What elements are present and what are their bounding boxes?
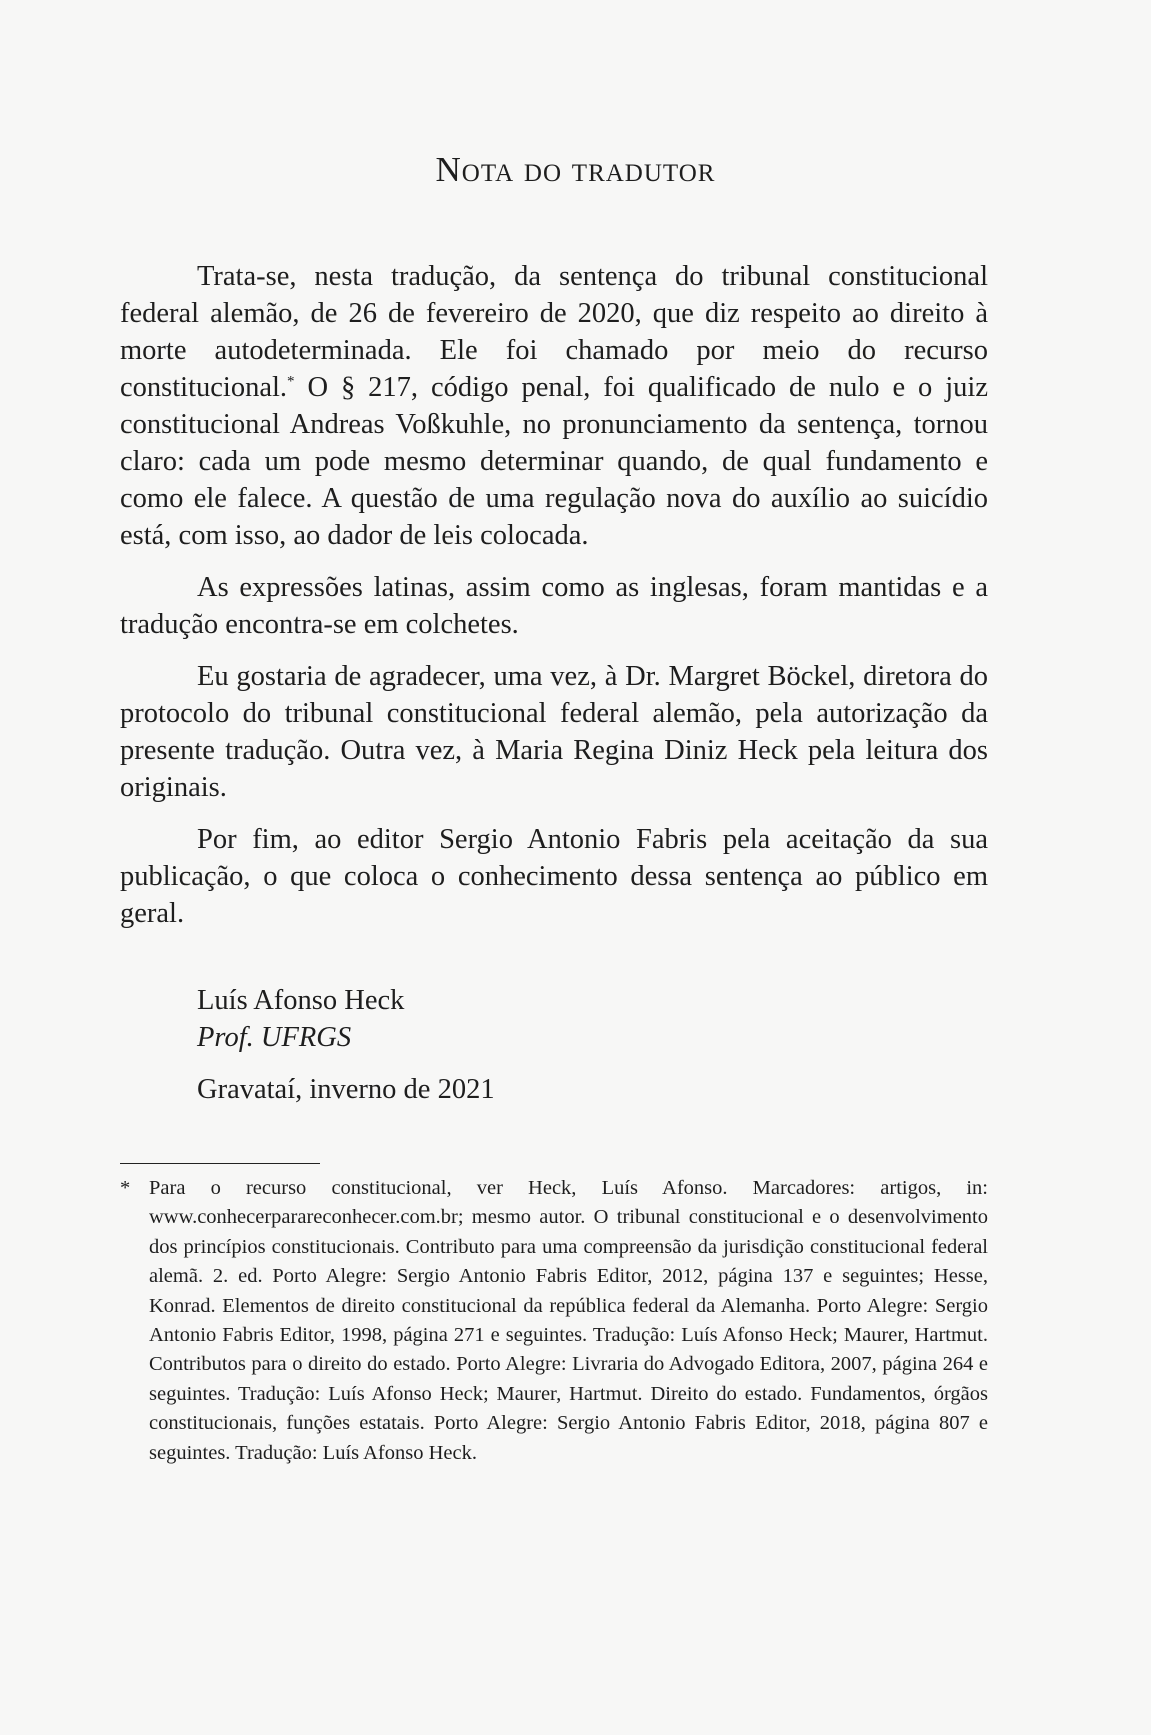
footnote: [120, 1174, 988, 1468]
footnote-text: Para o recurso constitucional, ver Heck, Luís Afonso. Marcadores: artigos, in: www.conhecerparareconhecer.com.br; mesmo autor. O tribunal constitucional e o desenvolvimento dos princípios constitucionais. Contributo para uma compreensão da jurisdição constitucional federal alemã. 2. ed. Porto Alegre: Sergio Antonio Fabris Editor, 2012, página 137 e seguintes; Hesse, Konrad. Elementos de direito constitucional da república federal da Alemanha. Porto Alegre: Sergio Antonio Fabris Editor, 1998, página 271 e seguintes. Tradução: Luís Afonso Heck; Maurer, Hartmut. Contributos para o direito do estado. Porto Alegre: Livraria do Advogado Editora, 2007, página 264 e seguintes. Tradução: Luís Afonso Heck; Maurer, Hartmut. Direito do estado. Fundamentos, órgãos constitucionais, funções estatais. Porto Alegre: Sergio Antonio Fabris Editor, 2018, página 807 e seguintes. Tradução: Luís Afonso Heck.: [149, 1177, 988, 1464]
signature-name: Luís Afonso Heck: [197, 985, 405, 1016]
signature-block: [197, 982, 495, 1108]
paragraph-1: [120, 258, 988, 554]
paragraph-2: As expressões latinas, assim como as inglesas, foram mantidas e a tradução encontra-se em colchetes.: [120, 572, 988, 640]
paragraph-1-part-a: Trata-se, nesta tradução, da sentença do tribunal constitucional federal alemão, de 26 de fevereiro de 2020, que diz respeito ao direito à morte autodeterminada. Ele foi chamado por meio do recurso constitucional.: [120, 261, 988, 403]
footnote-marker: *: [120, 1177, 131, 1199]
paragraph-4: Por fim, ao editor Sergio Antonio Fabris pela aceitação da sua publicação, o que coloca o conhecimento dessa sentença ao público em geral.: [120, 824, 988, 929]
page-title: Nota do tradutor: [435, 150, 716, 189]
paragraph-1-part-b: O § 217, código penal, foi qualificado de nulo e o juiz constitucional Andreas Voßkuhle, no pronunciamento da sentença, tornou claro: cada um pode mesmo determinar quando, de qual fundamento e como ele falece. A questão de uma regulação nova do auxílio ao suicídio está, com isso, ao dador de leis colocada.: [120, 372, 988, 551]
main-text: [120, 258, 988, 947]
paragraph-3: Eu gostaria de agradecer, uma vez, à Dr. Margret Böckel, diretora do protocolo do tribunal constitucional federal alemão, pela autorização da presente tradução. Outra vez, à Maria Regina Diniz Heck pela leitura dos originais.: [120, 661, 988, 803]
footnote-reference: *: [287, 373, 295, 390]
signature-place-date: Gravataí, inverno de 2021: [197, 1074, 495, 1105]
signature-affiliation: Prof. UFRGS: [197, 1022, 352, 1053]
footnote-divider: [120, 1163, 320, 1164]
